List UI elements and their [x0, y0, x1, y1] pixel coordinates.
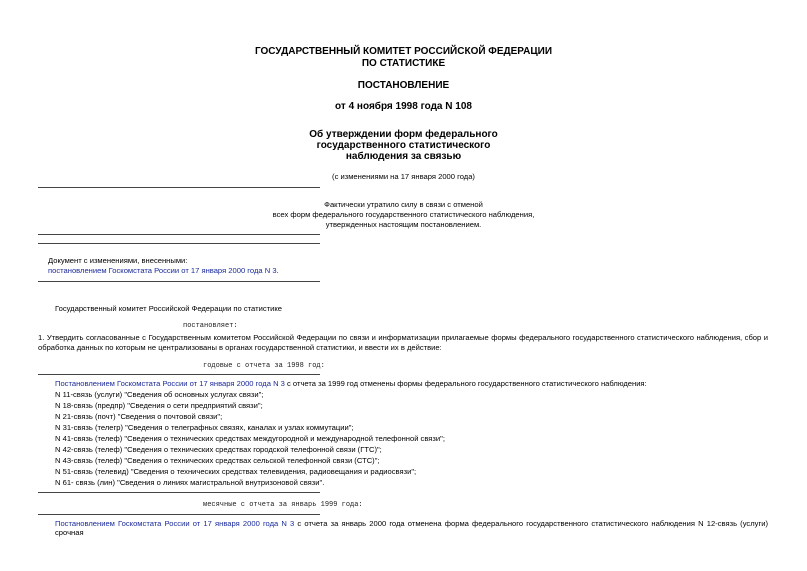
divider: [38, 374, 320, 375]
paragraph-1-line1: 1. Утвердить согласованные с Государственным комитетом Российской Федерации по связи и информатизации прилагаемые формы федерального государственного статистического наблюдения, сбор и: [38, 333, 768, 342]
void-note-line2: всех форм федерального государственного статистического наблюдения,: [272, 210, 535, 219]
form-item: N 51-связь (телевид) "Сведения о технических средствах телевидения, радиовещания и радиосвязи";: [55, 467, 417, 476]
divider: [38, 514, 320, 515]
monthly-forms-heading: месячные с отчета за январь 1999 года:: [203, 501, 363, 509]
form-item: N 41-связь (телеф) "Сведения о технических средствах междугородной и международной телефонной связи";: [55, 434, 445, 443]
annual-note-link[interactable]: Постановлением Госкомстата России от 17 января 2000 года N 3: [55, 379, 285, 388]
amendment-link-suffix: .: [276, 266, 279, 275]
form-item: N 21-связь (почт) "Сведения о почтовой связи";: [55, 412, 223, 421]
annual-note: [55, 379, 647, 388]
document-title-line2: государственного статистического: [316, 140, 491, 151]
form-item: N 42-связь (телеф) "Сведения о технических средствах городской телефонной связи (ГТС)";: [55, 445, 382, 454]
committee-name-line1: ГОСУДАРСТВЕННЫЙ КОМИТЕТ РОССИЙСКОЙ ФЕДЕРАЦИИ: [254, 46, 553, 57]
form-item: N 43-связь (телеф) "Сведения о технических средствах сельской телефонной связи (СТС)";: [55, 456, 380, 465]
form-item: N 11-связь (услуги) "Сведения об основных услугах связи";: [55, 390, 264, 399]
annual-forms-heading: годовые с отчета за 1998 год:: [203, 362, 325, 370]
issuer-line: Государственный комитет Российской Федерации по статистике: [55, 304, 282, 313]
monthly-note-link[interactable]: Постановлением Госкомстата России от 17 января 2000 года N 3: [55, 519, 295, 528]
amendment-note: (с изменениями на 17 января 2000 года): [332, 172, 475, 181]
divider: [38, 492, 320, 493]
committee-name-line2: ПО СТАТИСТИКЕ: [361, 58, 446, 69]
document-date-number: от 4 ноября 1998 года N 108: [335, 101, 472, 112]
void-note-line3: утвержденных настоящим постановлением.: [325, 220, 482, 229]
doc-changes-line: [48, 266, 279, 275]
document-title-line1: Об утверждении форм федерального: [309, 129, 498, 140]
amendment-link[interactable]: постановлением Госкомстата России от 17 января 2000 года N 3: [48, 266, 277, 275]
void-note-line1: Фактически утратило силу в связи с отменой: [324, 200, 483, 209]
divider: [38, 243, 320, 244]
divider: [38, 234, 320, 235]
monthly-note: [55, 519, 768, 537]
divider: [38, 281, 320, 282]
form-item: N 61- связь (лин) "Сведения о линиях магистральной внутризоновой связи".: [55, 478, 325, 487]
divider: [38, 187, 320, 188]
doc-changes-label: Документ с изменениями, внесенными:: [48, 256, 188, 265]
form-item: N 31-связь (телегр) "Сведения о телеграфных связях, каналах и узлах коммутации";: [55, 423, 354, 432]
annual-note-text: с отчета за 1999 год отменены формы федерального государственного статистического наблюдения:: [284, 379, 647, 388]
document-title-line3: наблюдения за связью: [345, 151, 462, 162]
decree-word: постановляет:: [183, 322, 238, 330]
paragraph-1-line2: обработка данных по которым не централизованы в органах государственной статистики, и ввести их в действие:: [38, 343, 442, 352]
document-type: ПОСТАНОВЛЕНИЕ: [357, 80, 450, 91]
form-item: N 18-связь (предпр) "Сведения о сети предприятий связи";: [55, 401, 263, 410]
monthly-note-text: с отчета за январь 2000 года отменена форма федерального государственного статистического наблюдения N 12-связь (услуги) срочная: [55, 519, 768, 537]
